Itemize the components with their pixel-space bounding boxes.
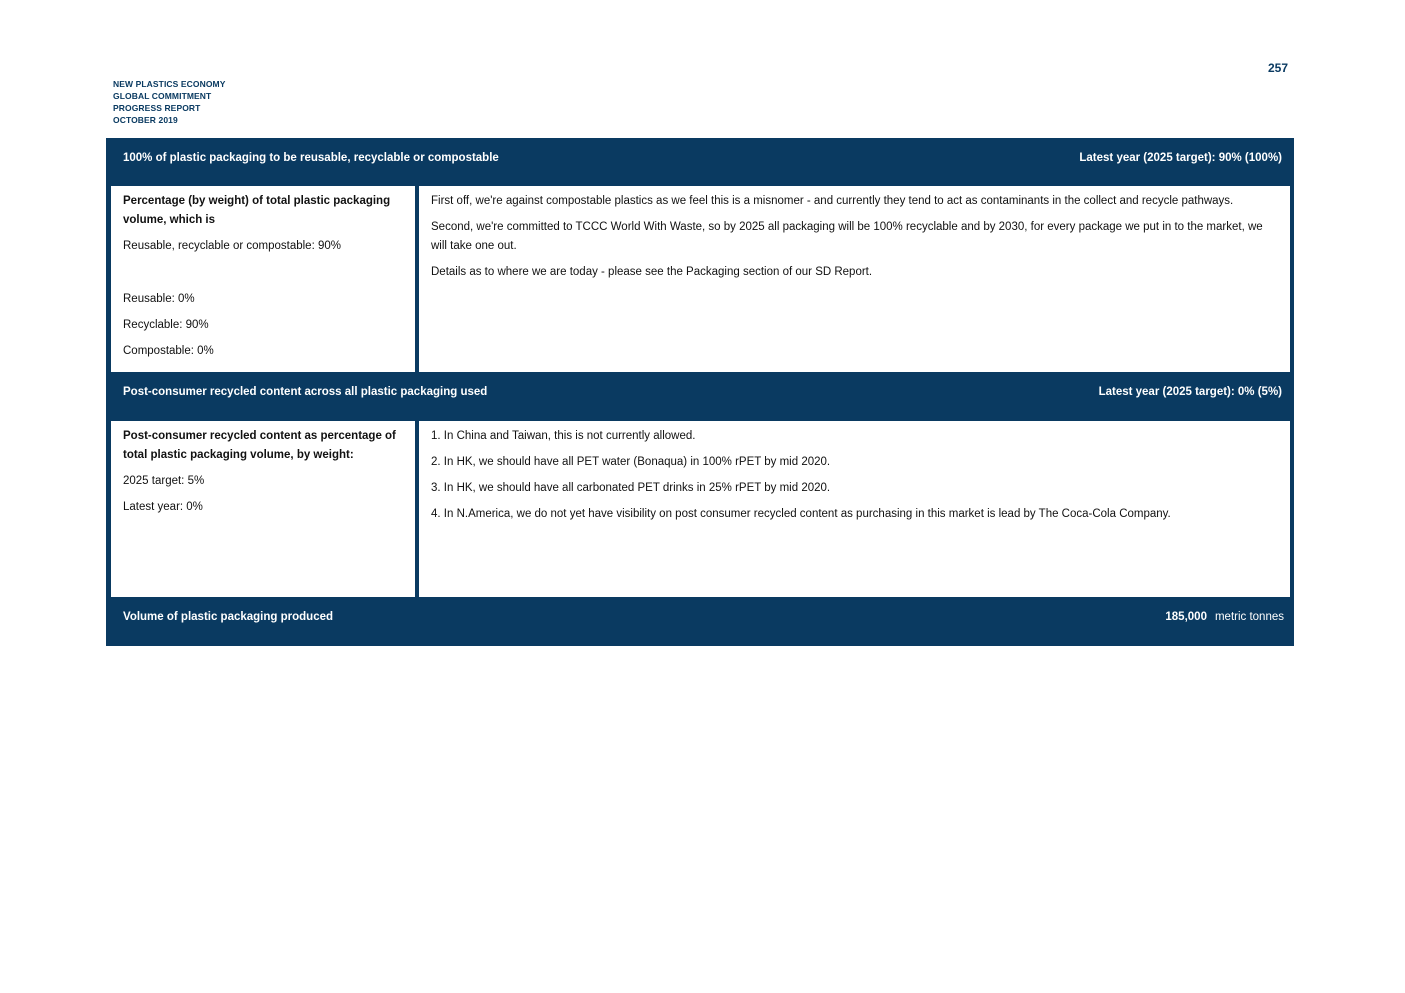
commentary-paragraph: Details as to where we are today - please see the Packaging section of our SD Report.: [431, 266, 873, 278]
volume-readout: [1165, 597, 1284, 637]
header-line: OCTOBER 2019: [113, 115, 178, 125]
section-latest-value: Latest year (2025 target): 90% (100%): [1079, 152, 1282, 164]
commentary-paragraph: First off, we're against compostable plastics as we feel this is a misnomer - and currently they tend to act as contaminants in the collect and recycle pathways.: [431, 195, 1234, 207]
metric-value: Latest year: 0%: [123, 501, 203, 513]
metric-value: Recyclable: 90%: [123, 319, 209, 331]
commentary-cell: [419, 186, 1290, 372]
metric-value: Reusable: 0%: [123, 293, 195, 305]
section-title: 100% of plastic packaging to be reusable, recyclable or compostable: [123, 152, 499, 164]
section-title: Post-consumer recycled content across all plastic packaging used: [123, 386, 488, 398]
section-bar-recycled-content: [106, 372, 1294, 412]
commentary-paragraph: Second, we're committed to TCCC World With Waste, so by 2025 all packaging will be 100% recyclable and by 2030, for every package we put in to the market, we will take one out.: [431, 221, 1263, 252]
section-bar-packaging: [106, 138, 1294, 178]
section-bar-volume: [106, 597, 1294, 637]
header-line: GLOBAL COMMITMENT: [113, 91, 212, 101]
metric-heading: Post-consumer recycled content as percentage of total plastic packaging volume, by weight:: [123, 430, 396, 461]
metric-cell: [111, 186, 415, 372]
metric-cell: [111, 421, 415, 597]
page-number: 257: [1267, 61, 1288, 75]
commitment-table: [106, 138, 1294, 646]
volume-value: 185,000: [1165, 611, 1207, 623]
commentary-item: 4. In N.America, we do not yet have visibility on post consumer recycled content as purchasing in this market is lead by The Coca-Cola Company.: [431, 508, 1171, 520]
commentary-item: 2. In HK, we should have all PET water (Bonaqua) in 100% rPET by mid 2020.: [431, 456, 831, 468]
section-title: Volume of plastic packaging produced: [123, 611, 334, 623]
commentary-item: 3. In HK, we should have all carbonated PET drinks in 25% rPET by mid 2020.: [431, 482, 831, 494]
document-header: [113, 78, 226, 126]
commentary-item: 1. In China and Taiwan, this is not currently allowed.: [431, 430, 696, 442]
metric-value: Compostable: 0%: [123, 345, 214, 357]
volume-unit: metric tonnes: [1214, 611, 1284, 623]
metric-value: 2025 target: 5%: [123, 475, 205, 487]
metric-heading: Percentage (by weight) of total plastic packaging volume, which is: [123, 195, 391, 226]
header-line: PROGRESS REPORT: [113, 103, 201, 113]
header-line: NEW PLASTICS ECONOMY: [113, 79, 226, 89]
commentary-cell: [419, 421, 1290, 597]
metric-value: Reusable, recyclable or compostable: 90%: [123, 240, 341, 252]
section-latest-value: Latest year (2025 target): 0% (5%): [1098, 386, 1282, 398]
